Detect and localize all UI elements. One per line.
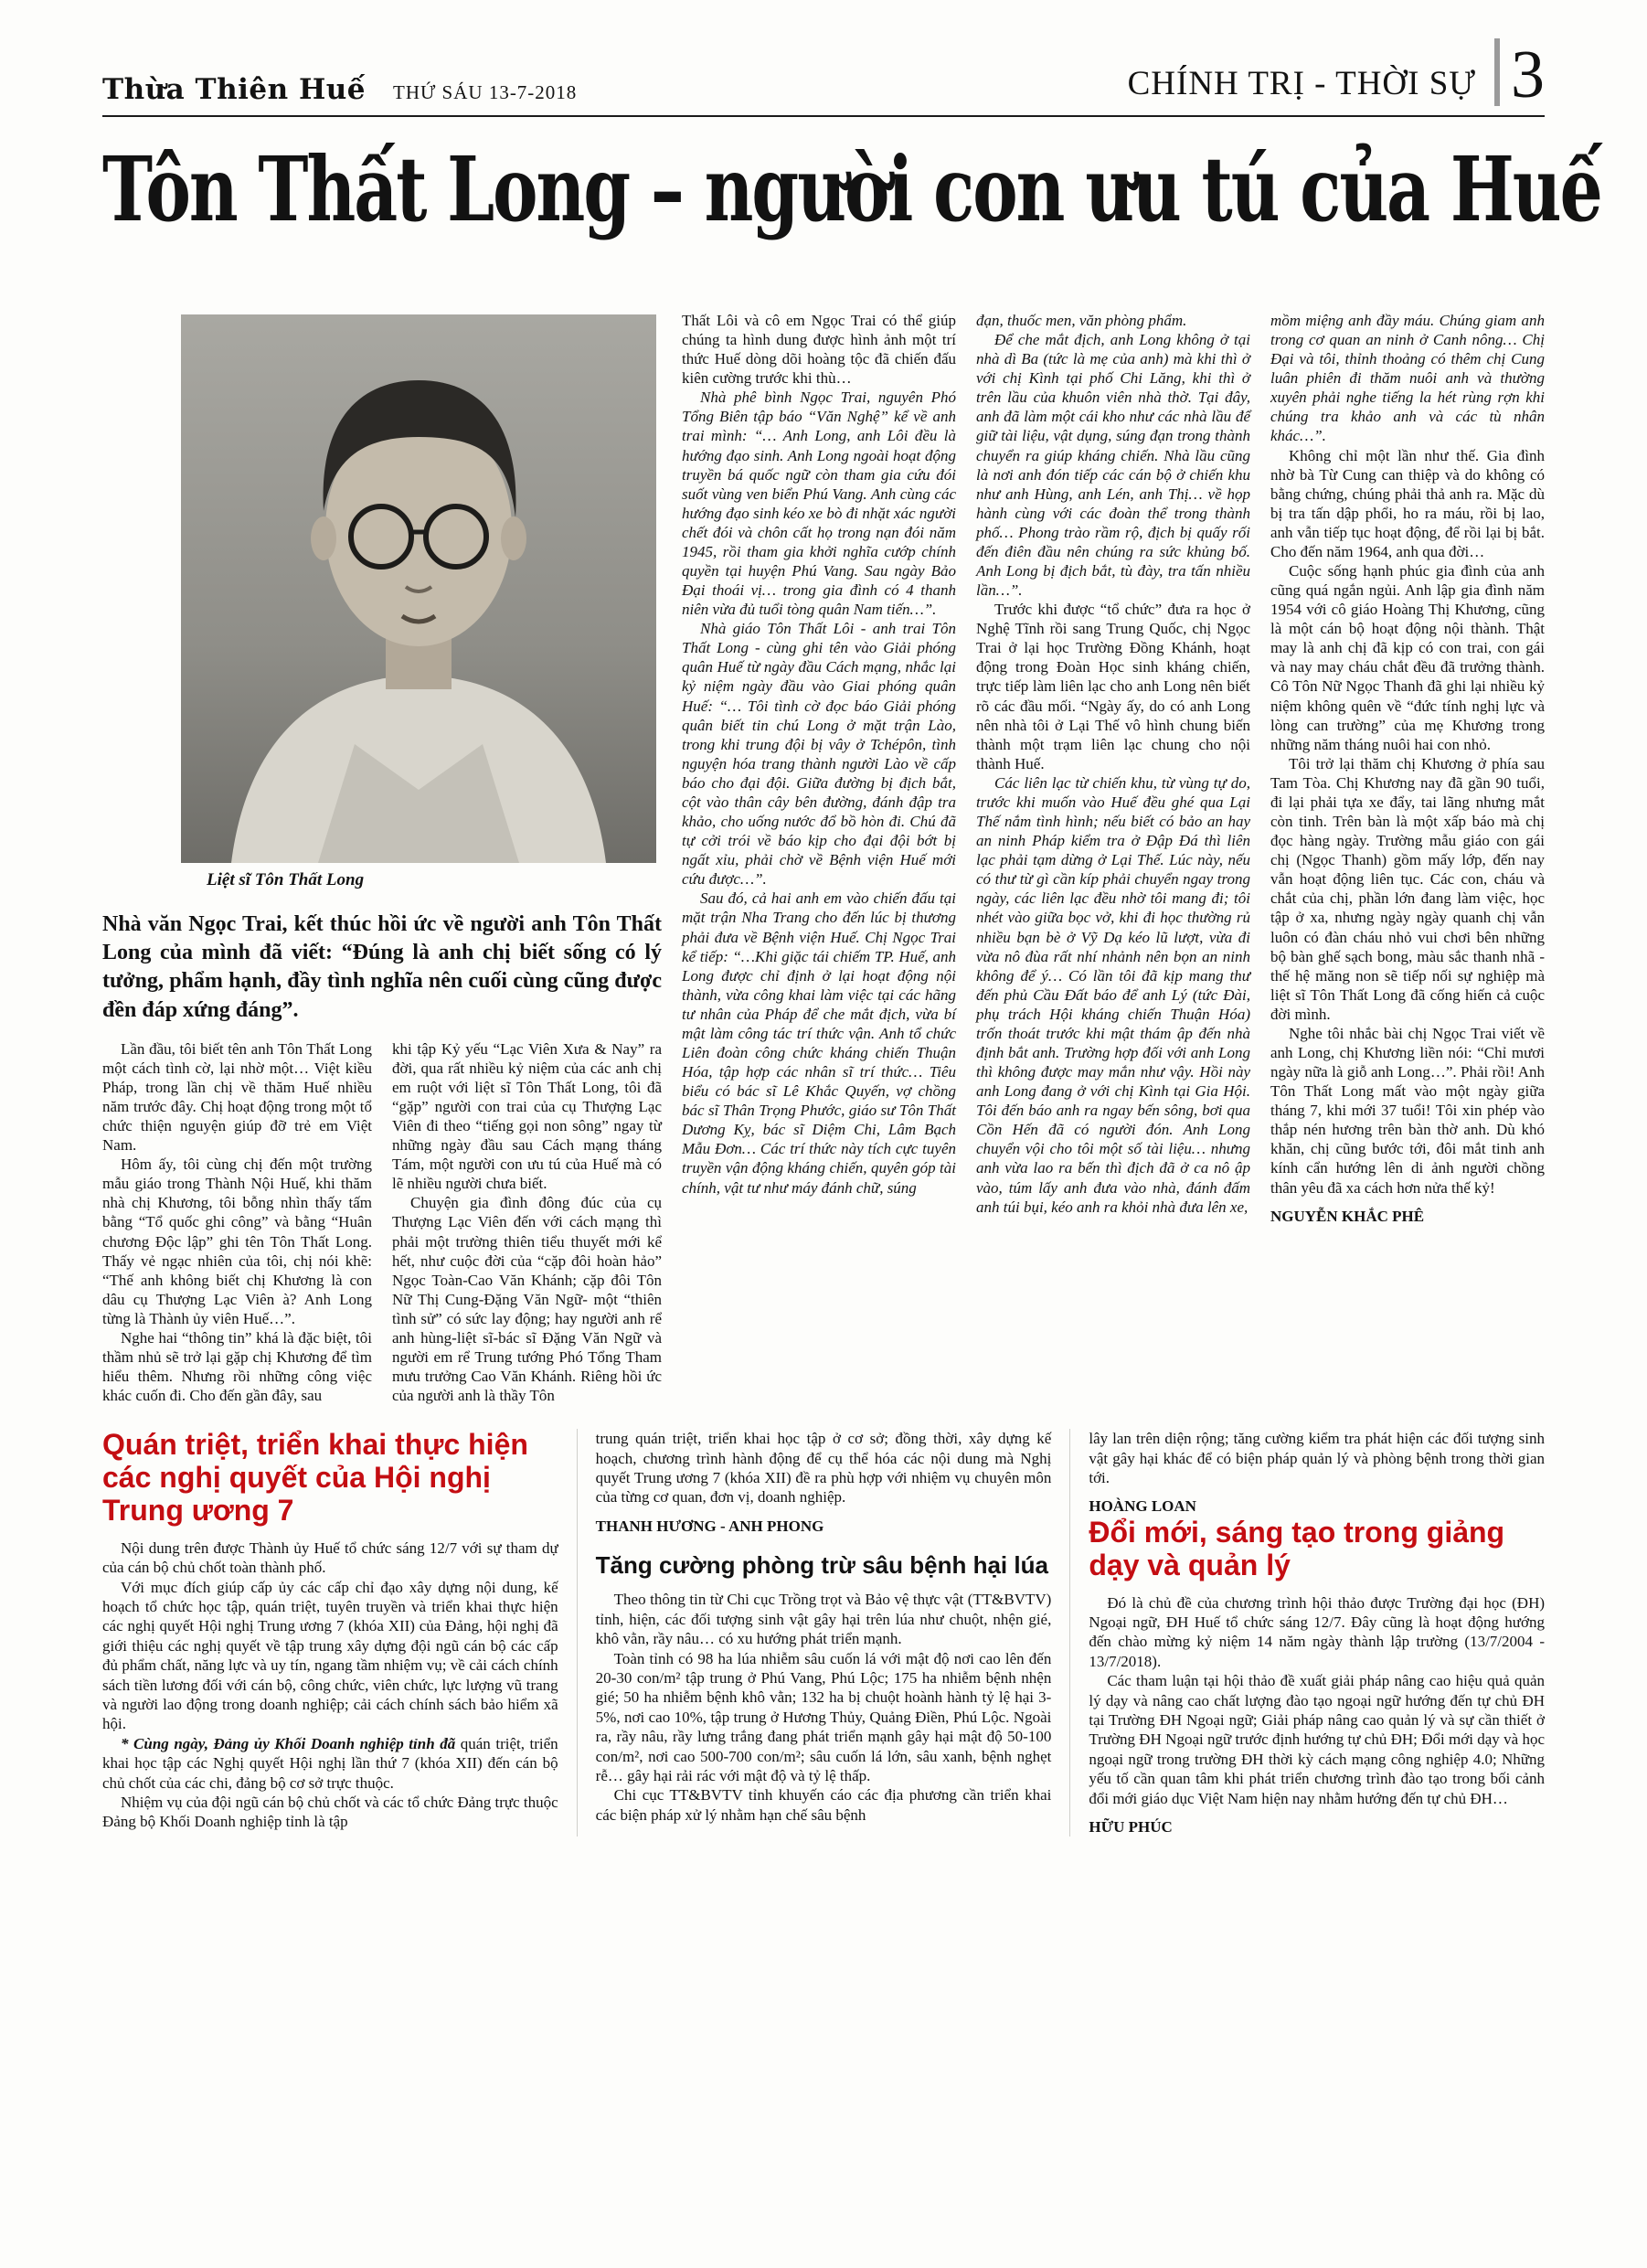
article-paragraph: khi tập Kỷ yếu “Lạc Viên Xưa & Nay” ra đời, qua rất nhiều kỷ niệm của các anh chị em ruột với liệt sĩ Tôn Thất Long, tôi đã “gặp” người con trai của cụ Thượng Lạc Viên đi theo “tiếng gọi non sông” ngay từ những ngày đầu sau Cách mạng tháng Tám, một người con ưu tú của Huế mà có lẽ nhiều người chưa biết. [392, 1039, 662, 1193]
article-paragraph: Chi cục TT&BVTV tỉnh khuyến cáo các địa phương cần triển khai các biện pháp xử lý nhằm hạn chế sâu bệnh [595, 1786, 1052, 1824]
bottom-column-3 [1069, 1429, 1545, 1837]
bottom-section [102, 1429, 1545, 1837]
portrait-illustration [181, 314, 656, 863]
article-paragraph: Nội dung trên được Thành ủy Huế tổ chức sáng 12/7 với sự tham dự của cán bộ chủ chốt toàn thành phố. [102, 1539, 558, 1577]
section-header [1127, 37, 1545, 113]
article3-title: Đổi mới, sáng tạo trong giảng dạy và quản lý [1089, 1515, 1505, 1581]
main-headline: Tôn Thất Long – người con ưu tú của Huế [102, 138, 1601, 242]
bottom-column-2 [577, 1429, 1070, 1837]
article-paragraph: Nhà phê bình Ngọc Trai, nguyên Phó Tổng Biên tập báo “Văn Nghệ” kể về anh trai mình: “… Anh Long, anh Lôi đều là hướng đạo sinh. Anh Long ngoài hoạt động truyền bá quốc ngữ còn tham gia cứu đói suốt vùng ven biển Phú Vang. Anh cùng các hướng đạo sinh kéo xe bò đi nhặt xác người chết đói và chôn cất họ trong nạn đói năm 1945, rồi tham gia khởi nghĩa cướp chính quyền tại huyện Phú Vang. Sau ngày Bảo Đại thoái vị… trong gia đình có 4 thanh niên vừa đủ tuổi tòng quân Nam tiến…”. [682, 389, 956, 619]
article2-title: Tăng cường phòng trừ sâu bệnh hại lúa [595, 1551, 1048, 1580]
article-paragraph: Để che mắt địch, anh Long không ở tại nhà dì Ba (tức là mẹ của anh) mà khi thì ở với chị Kình tại phố Chi Lăng, khi thì ở trên lầu của khuôn viên nhà thờ. Tại đây, anh đã làm một cái kho như các nhà lầu để giữ tài liệu, vật dụng, súng đạn trong thành chuyển ra giúp kháng chiến. Nhà lầu cũng là nơi anh đón tiếp các cán bộ ở chiến khu như anh Hùng, anh Lén, anh Thị… về họp hành cùng với các đoàn thể trong thành phố… Phong trào rầm rộ, địch bị quấy rối đến điên đầu nên chúng ra sức khủng bố. Anh Long bị địch bắt, tù đày, tra tấn nhiều lần…”. [976, 331, 1250, 600]
article-paragraph: Các liên lạc từ chiến khu, từ vùng tự do, trước khi muốn vào Huế đều ghé qua Lại Thế nắm tình hình; nếu biết có bảo an hay an ninh Pháp kiểm tra ở Đập Đá thì liên lạc phải tạm dừng ở Lại Thế. Lúc này, nếu có thư từ gì cần kíp phải chuyển ngay trong ngày, các liên lạc đều nhờ tôi mang đi; tôi nhét vào giữa bọc vở, khi đi học thường rủ nhiều bạn bè ở Vỹ Dạ kéo lũ lượt, vừa đi vừa nô đùa rất nhí nhảnh nên bọn an ninh không để ý… Có lần tôi đã kịp mang thư đến phủ Cầu Đất báo để anh Lý (tức Đài, phụ trách Hội kháng chiến Thuận Hóa) trốn thoát trước khi mật thám ập đến nhà định bắt anh. Trường hợp đối với anh Long thì không được may mắn như vậy. Hồi này anh Long đang ở với chị Kình tại Gia Hội. Tôi đến báo anh ra ngay bến sông, bơi qua Cồn Hến đã có người đón. Anh Long chuyển vội cho tôi một số tài liệu… nhưng anh vừa lao ra bến thì địch đã ở ca nô ập vào, túm lấy anh đưa vào nhà, đánh đấm anh túi bụi, kéo anh ra khỏi nhà đưa lên xe, [976, 773, 1250, 1216]
article-column-3 [682, 311, 956, 1405]
article-column-1 [102, 1039, 372, 1405]
portrait-photo [181, 314, 656, 863]
article-paragraph: Với mục đích giúp cấp ủy các cấp chỉ đạo xây dựng nội dung, kế hoạch tổ chức học tập, quán triệt, tuyên truyền và triển khai thực hiện các nghị quyết Hội nghị Trung ương 7 (khóa XII) của Đảng, hội nghị đã giới thiệu các nghị quyết về tập trung xây dựng đội ngũ cán bộ các cấp đủ phẩm chất, năng lực và uy tín, ngang tầm nhiệm vụ; về cải cách chính sách tiền lương đối với cán bộ, công chức, viên chức, lực lượng vũ trang và người lao động trong doanh nghiệp; cải cách chính sách bảo hiểm xã hội. [102, 1578, 558, 1733]
article-column-2 [392, 1039, 662, 1405]
article-paragraph: Nhà giáo Tôn Thất Lôi - anh trai Tôn Thất Long - cùng ghi tên vào Giải phóng quân Huế từ ngày đầu Cách mạng, nhắc lại kỷ niệm ngày đầu vào Giai phóng quân Huế: “… Tôi tình cờ đọc báo Giải phóng quân biết tin chú Long ở mặt trận Lào, trong khi trung đội bị vây ở Tchépôn, tình nguyện hóa trang thành người Lào về cấp báo cho đại đội. Giữa đường bị địch bắt, cột vào thân cây bên đường, đánh đập tra khảo, cho uống nước đổ bồ hòn đi. Chú đã tự cởi trói về báo kịp cho đại đội bớt bị ngất xỉu, phải chờ về Bệnh viện Huế mới cứu được…”. [682, 620, 956, 889]
article-column-5 [1270, 311, 1545, 1405]
article-paragraph: Theo thông tin từ Chi cục Trồng trọt và Bảo vệ thực vật (TT&BVTV) tỉnh, hiện, các đối tượng sinh vật gây hại trên lúa như chuột, nhện gié, khô vằn, rầy nâu… có xu hướng phát triển mạnh. [595, 1591, 1052, 1648]
article-paragraph: Toàn tỉnh có 98 ha lúa nhiễm sâu cuốn lá với mật độ nơi cao lên đến 20-30 con/m² tập trung ở Phú Vang, Phú Lộc; 175 ha nhiễm bệnh nhện gié; 50 ha nhiễm bệnh khô vằn; 132 ha bị chuột hoành hành tỷ lệ hại 3-5%, nơi cao 10%, tập trung ở Hương Thủy, Quảng Điền, Phú Lộc. Ngoài ra, rầy nâu, rầy lưng trắng đang phát triển mạnh gây hại mật độ 50-100 con/m², nơi cao 500-700 con/m²; sâu cuốn lá lớn, sâu xanh, bệnh nghẹt rễ… gây hại rải rác với mật độ và tỷ lệ thấp. [595, 1649, 1052, 1785]
main-article [102, 311, 1545, 1405]
article-paragraph: Hôm ấy, tôi cùng chị đến một trường mẫu giáo trong Thành Nội Huế, khi thăm nhà chị Khương, tôi bỗng nhìn thấy tấm bằng “Tổ quốc ghi công” và bằng “Huân chương Độc lập” ghi tên Tôn Thất Long. Thấy vẻ ngạc nhiên của tôi, chị nói khẽ: “Thế anh không biết chị Khương là con dâu cụ Thượng Lạc Viên à? Anh Long từng là Thành ủy viên Huế…”. [102, 1155, 372, 1327]
article-paragraph: trung quán triệt, triển khai học tập ở cơ sở; đồng thời, xây dựng kế hoạch, chương trình hành động để cụ thể hóa các nội dung mà Nghị quyết Trung ương 7 (khóa XII) đề ra phù hợp với nhiệm vụ chuyên môn của từng cơ quan, đơn vị, doanh nghiệp. [595, 1430, 1052, 1507]
article-paragraph: Thất Lôi và cô em Ngọc Trai có thể giúp chúng ta hình dung được hình ảnh một trí thức Huế dòng dõi hoàng tộc đã chiến đấu kiên cường trước khi thù… [682, 312, 956, 388]
article-paragraph: Nhiệm vụ của đội ngũ cán bộ chủ chốt và các tổ chức Đảng trực thuộc Đảng bộ Khối Doanh nghiệp tỉnh là tập [102, 1794, 558, 1831]
bottom-column-1 [102, 1429, 577, 1837]
article-column-4 [976, 311, 1250, 1405]
article-paragraph: đạn, thuốc men, văn phòng phẩm. [976, 312, 1187, 329]
page-header [102, 37, 1545, 113]
headline-block [102, 138, 1601, 274]
article-paragraph: Chuyện gia đình đông đúc của cụ Thượng Lạc Viên đến với cách mạng thì phải một trường thiên tiểu thuyết mới kể hết, như cuộc đời của “cặp đôi hoàn hảo” Ngọc Toàn-Cao Văn Khánh; cặp đôi Tôn Nữ Thị Cung-Đặng Văn Ngữ- một “thiên tình sử” có sức lay động; hay người anh rể anh hùng-liệt sĩ-bác sĩ Đặng Văn Ngữ và người em rể Trung tướng Phó Tổng Tham mưu trưởng Cao Văn Khánh. Riêng hồi ức của người anh là thầy Tôn [392, 1194, 662, 1405]
article-paragraph: Đó là chủ đề của chương trình hội thảo được Trường đại học (ĐH) Ngoại ngữ, ĐH Huế tổ chức sáng 12/7. Đây cũng là hoạt động hướng đến chào mừng kỷ niệm 14 năm ngày thành lập trường (13/7/2004 - 13/7/2018). [1089, 1593, 1546, 1670]
article-paragraph: Lần đầu, tôi biết tên anh Tôn Thất Long một cách tình cờ, lại nhờ một… Việt kiều Pháp, trong lần chị về thăm Huế nhiều năm trước đây. Chị hoạt động trong một tổ chức thiện nguyện giúp đỡ trẻ em Việt Nam. [102, 1039, 372, 1155]
article-paragraph [102, 1734, 558, 1793]
page-number: 3 [1511, 37, 1545, 113]
masthead-block [102, 73, 577, 106]
article-left-block [102, 311, 662, 1405]
article-intro: Nhà văn Ngọc Trai, kết thúc hồi ức về người anh Tôn Thất Long của mình đã viết: “Đúng là anh chị biết sống có lý tưởng, phẩm hạnh, đầy tình nghĩa nên cuối cùng cũng được đền đáp xứng đáng”. [102, 912, 662, 1022]
section-title: CHÍNH TRỊ - THỜI SỰ [1127, 65, 1476, 102]
article-columns-1-2 [102, 1039, 662, 1405]
paragraph-rest: quán triệt, triển khai học tập các Nghị quyết Hội nghị lần thứ 7 (khóa XII) đến cán bộ chủ chốt của các chi, đảng bộ cơ sở trực thuộc. [102, 1734, 558, 1792]
masthead: Thừa Thiên Huế [102, 73, 367, 106]
paragraph-lead: * Cùng ngày, Đảng ủy Khối Doanh nghiệp tỉnh đã [121, 1734, 456, 1752]
header-divider [102, 115, 1545, 117]
article2-byline: HOÀNG LOAN [1089, 1497, 1196, 1516]
article-paragraph: Các tham luận tại hội thảo đề xuất giải pháp nâng cao hiệu quả quản lý dạy và nâng cao chất lượng đào tạo ngoại ngữ hướng đến tự chủ ĐH tại Trường ĐH Ngoại ngữ; Giải pháp nâng cao quản lý và sự cần thiết ở Trường ĐH Ngoại ngữ trước định hướng tự chủ ĐH; Đổi mới dạy và học ngoại ngữ trong trường ĐH thời kỳ cách mạng công nghiệp 4.0; Những yếu tố cần quan tâm khi phát triển chương trình đào tạo trong bối cảnh đổi mới giáo dục Việt Nam hiện nay nhằm hướng đến tự chủ ĐH… [1089, 1672, 1546, 1807]
article-paragraph: Trước khi được “tổ chức” đưa ra học ở Nghệ Tĩnh rồi sang Trung Quốc, chị Ngọc Trai ở lại học Trường Đồng Khánh, hoạt động trong Đoàn Học sinh kháng chiến, trực tiếp làm liên lạc cho anh Long nên biết rõ các đầu mối. “Ngày ấy, do có anh Long nên nhà tôi ở Lại Thế vô hình chung biến thành một trạm liên lạc chung cho nội thành Huế. [976, 601, 1250, 772]
article-paragraph: Nghe hai “thông tin” khá là đặc biệt, tôi thầm nhủ sẽ trở lại gặp chị Khương để tìm hiểu thêm. Nhưng rồi những công việc khác cuốn đi. Cho đến gần đây, sau [102, 1328, 372, 1405]
article3-byline: HỮU PHÚC [1089, 1817, 1173, 1836]
article1-byline: THANH HƯƠNG - ANH PHONG [595, 1517, 824, 1535]
photo-caption: Liệt sĩ Tôn Thất Long [207, 870, 365, 889]
article-paragraph: Cuộc sống hạnh phúc gia đình của anh cũng quá ngắn ngủi. Anh lập gia đình năm 1954 với cô giáo Hoàng Thị Khương, cũng là một cán bộ hoạt động nội thành. Thật may là anh chị đã kịp có con trai, con gái và nay may cháu chắt đều đã trưởng thành. Cô Tôn Nữ Ngọc Thanh đã ghi lại nhiều kỷ niệm không quên về “đức tính nghị lực và lòng can trường” của mẹ Khương trong những năm tháng nuôi hai con nhỏ. [1270, 562, 1545, 753]
article-paragraph: Sau đó, cả hai anh em vào chiến đấu tại mặt trận Nha Trang cho đến lúc bị thương phải đưa về Bệnh viện Huế. Chị Ngọc Trai kể tiếp: “…Khi giặc tái chiếm TP. Huế, anh Long được chỉ định ở lại hoạt động nội thành, vừa công khai làm việc tại các hãng tư nhân của Pháp để che mắt địch, vừa bí mật làm công tác trí thức vận. Anh tổ chức Liên đoàn công chức kháng chiến Thuận Hóa, tập hợp các nhân sĩ trí thức… Tiêu biểu có bác sĩ Lê Khắc Quyến, vợ chồng bác sĩ Thân Trọng Phước, giáo sư Tôn Thất Dương Kỵ, bác sĩ Diệm Chi, Lâm Bạch Mẫu Đơn… Các trí thức này tích cực tuyên truyền vận động kháng chiến, quyên góp tài chính, vật tư như máy đánh chữ, súng [682, 889, 956, 1197]
article-paragraph: Không chỉ một lần như thế. Gia đình nhờ bà Từ Cung can thiệp và do không có bằng chứng, chúng phải thả anh ra. Mặc dù bị tra tấn dập phổi, ho ra máu, rồi bị lao, anh vẫn tiếp tục hoạt động, để rồi lại bị bắt. Cho đến năm 1964, anh qua đời… [1270, 446, 1545, 560]
article-paragraph: Nghe tôi nhắc bài chị Ngọc Trai viết về anh Long, chị Khương liền nói: “Chỉ mươi ngày nữa là giỗ anh Long…”. Phải rồi! Anh Tôn Thất Long mất vào một ngày giữa tháng 7, khi mới 37 tuổi! Tôi xin phép vào thắp nén hương trên bàn thờ anh. Dù khó khăn, chị cũng bước tới, đôi mắt tinh anh kính cẩn hướng lên di ảnh người chồng thân yêu đã xa cách hơn nửa thế kỷ! [1270, 1024, 1545, 1197]
page-number-divider [1494, 38, 1500, 106]
article-paragraph: lây lan trên diện rộng; tăng cường kiểm tra phát hiện các đối tượng sinh vật gây hại khác để có biện pháp quản lý và phòng bệnh trong thời gian tới. [1089, 1430, 1546, 1487]
article-paragraph: Tôi trở lại thăm chị Khương ở phía sau Tam Tòa. Chị Khương nay đã gần 90 tuổi, đi lại phải tựa xe đẩy, tai lãng nhưng mắt còn tinh. Trên bàn là một xấp báo mà chị đọc hàng ngày. Trường mẫu giáo con gái chị (Ngọc Thanh) gồm mấy lớp, đến nay vẫn hoạt động liên tục. Các con, cháu và chắt của chị, phần lớn đang làm việc, học tập ở xa, nhưng ngày ngày quanh chị vẫn luôn có đàn cháu nhỏ vui chơi bên những bộ bàn ghế sạch bong, màu sắc thanh nhã - thế hệ măng non sẽ tiếp nối sự nghiệp mà liệt sĩ Tôn Thất Long đã cống hiến cả cuộc đời mình. [1270, 754, 1545, 1023]
article-byline: NGUYỄN KHẮC PHÊ [1270, 1207, 1425, 1225]
article-paragraph: mồm miệng anh đầy máu. Chúng giam anh trong cơ quan an ninh ở Canh nông… Chị Đại và tôi, thỉnh thoảng có thêm chị Cung luân phiên đi thăm nuôi anh và thường xuyên phải nghe tiếng la hét rùng rợn khi chúng tra khảo anh và các tù nhân khác…”. [1270, 312, 1545, 445]
article1-title: Quán triệt, triển khai thực hiện các nghị quyết của Hội nghị Trung ương 7 [102, 1428, 528, 1527]
issue-date: THỨ SÁU 13-7-2018 [393, 81, 578, 103]
